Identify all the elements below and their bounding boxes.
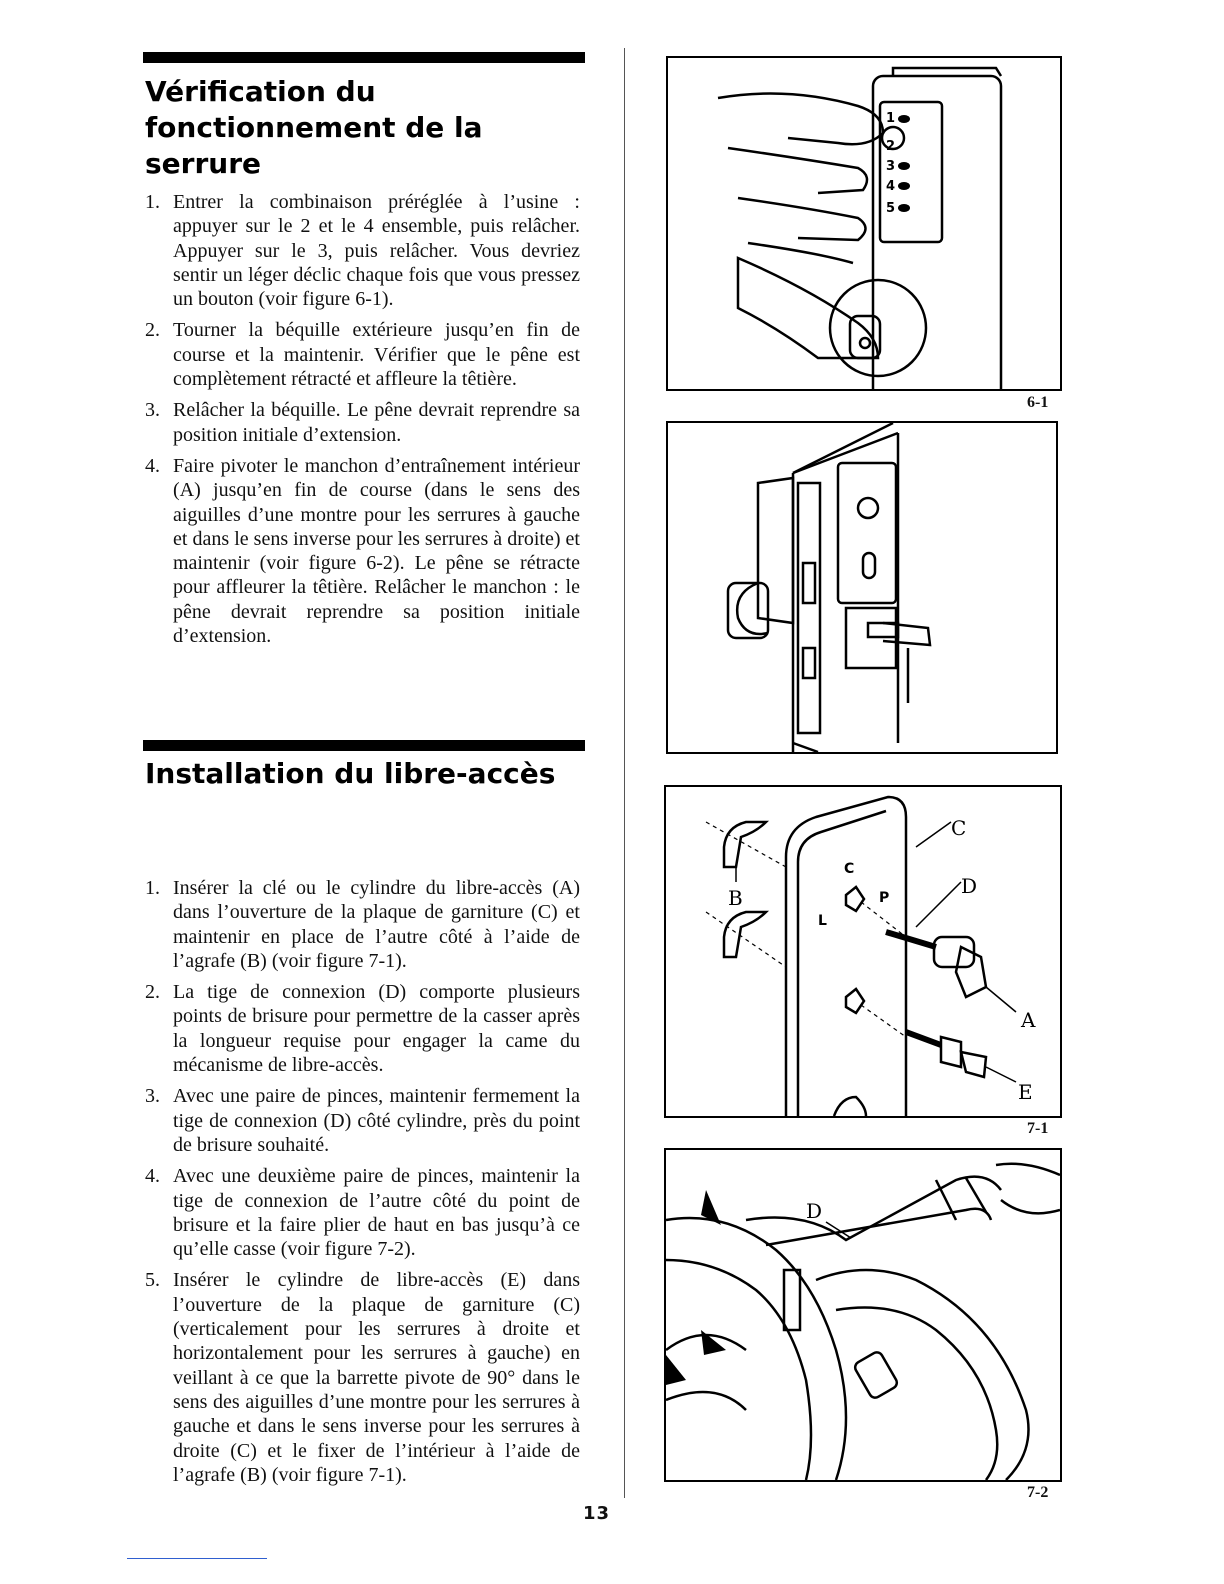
figure-6-1 — [666, 56, 1062, 391]
keypad-lock-illustration — [668, 58, 1060, 389]
plate-label-l: L — [818, 913, 827, 929]
list-item: 3. Relâcher la béquille. Le pêne devrait reprendre sa position initiale d’extension. — [145, 399, 580, 446]
list-item: 4. Faire pivoter le manchon d’entraînement intérieur (A) jusqu’en fin de course (dans le sens des aiguilles d’une montre pour les serrures à gauche et dans le sens inverse pour les serrures à droite) et maintenir (voir figure 6-2). Le pêne se rétracte pour affleurer la têtière. Relâcher le manchon : le pêne devrait reprendre sa position initiale d’extension. — [145, 454, 580, 648]
callout-d-pliers: D — [806, 1199, 823, 1223]
list-item: 4. Avec une deuxième paire de pinces, maintenir la tige de connexion de l’autre côté du point de brisure et la faire plier de haut en bas jusqu’à ce qu’elle casse (voir figure 7-2). — [145, 1165, 580, 1261]
figure-label-7-2: 7-2 — [1027, 1484, 1049, 1501]
section-title-line-2: fonctionnement de la serrure — [145, 111, 483, 180]
pliers-illustration — [666, 1150, 1060, 1480]
callout-a: A — [1021, 1008, 1036, 1032]
section-title-line-1: Vérification du — [145, 75, 376, 108]
section-title-verification — [145, 74, 585, 182]
plate-label-p: P — [879, 890, 890, 906]
section-rule-1 — [143, 52, 585, 63]
figure-label-6-1: 6-1 — [1027, 394, 1049, 411]
callout-e: E — [1018, 1080, 1033, 1104]
plate-label-c: C — [844, 861, 855, 877]
callout-d: D — [961, 874, 978, 898]
bottom-underline — [127, 1558, 267, 1559]
keypad-button-5: 5 — [886, 201, 896, 216]
mortise-lock-illustration — [668, 423, 1056, 752]
figure-label-7-1: 7-1 — [1027, 1120, 1049, 1137]
section-title-installation: Installation du libre-accès — [145, 757, 556, 790]
callout-b: B — [728, 886, 743, 910]
list-item: 5. Insérer le cylindre de libre-accès (E) dans l’ouverture de la plaque de garniture (C) (verticalement pour les serrures à droite et horizontalement pour les serrures à gauche) en veillant à ce que la barrette pivote de 90° dans le sens des aiguilles d’une montre pour les serrures à gauche et dans le sens inverse pour les serrures à droite (C) et le fixer de l’intérieur à l’aide de l’agrafe (B) (voir figure 7-1). — [145, 1269, 580, 1486]
list-item: 1. Entrer la combinaison préréglée à l’usine : appuyer sur le 2 et le 4 ensemble, puis relâcher. Appuyer sur le 3, puis relâcher. Vous devriez sentir un léger déclic chaque fois que vous pressez un bouton (voir figure 6-1). — [145, 191, 580, 311]
keypad-button-4: 4 — [886, 179, 896, 194]
figure-6-2 — [666, 421, 1058, 754]
callout-c-top: C — [951, 816, 967, 840]
cylinder-insertion-illustration — [666, 787, 1060, 1116]
keypad-button-1: 1 — [886, 111, 896, 126]
section-rule-2 — [143, 740, 585, 751]
verification-steps — [145, 190, 580, 655]
list-item: 2. Tourner la béquille extérieure jusqu’en fin de course et la maintenir. Vérifier que le pêne est complètement rétracté et affleure la têtière. — [145, 319, 580, 391]
installation-steps — [145, 876, 580, 1494]
keypad-button-2: 2 — [886, 139, 896, 154]
page-number: 13 — [583, 1503, 611, 1524]
figure-7-2 — [664, 1148, 1062, 1482]
figure-7-1 — [664, 785, 1062, 1118]
list-item: 2. La tige de connexion (D) comporte plusieurs points de brisure pour permettre de la casser après la longueur requise pour engager la came du mécanisme de libre-accès. — [145, 981, 580, 1077]
list-item: 3. Avec une paire de pinces, maintenir fermement la tige de connexion (D) côté cylindre, près du point de brisure souhaité. — [145, 1085, 580, 1156]
keypad-button-3: 3 — [886, 159, 896, 174]
column-divider — [624, 48, 625, 1498]
list-item: 1. Insérer la clé ou le cylindre du libre-accès (A) dans l’ouverture de la plaque de garniture (C) et maintenir en place de l’autre côté à l’aide de l’agrafe (B) (voir figure 7-1). — [145, 877, 580, 972]
